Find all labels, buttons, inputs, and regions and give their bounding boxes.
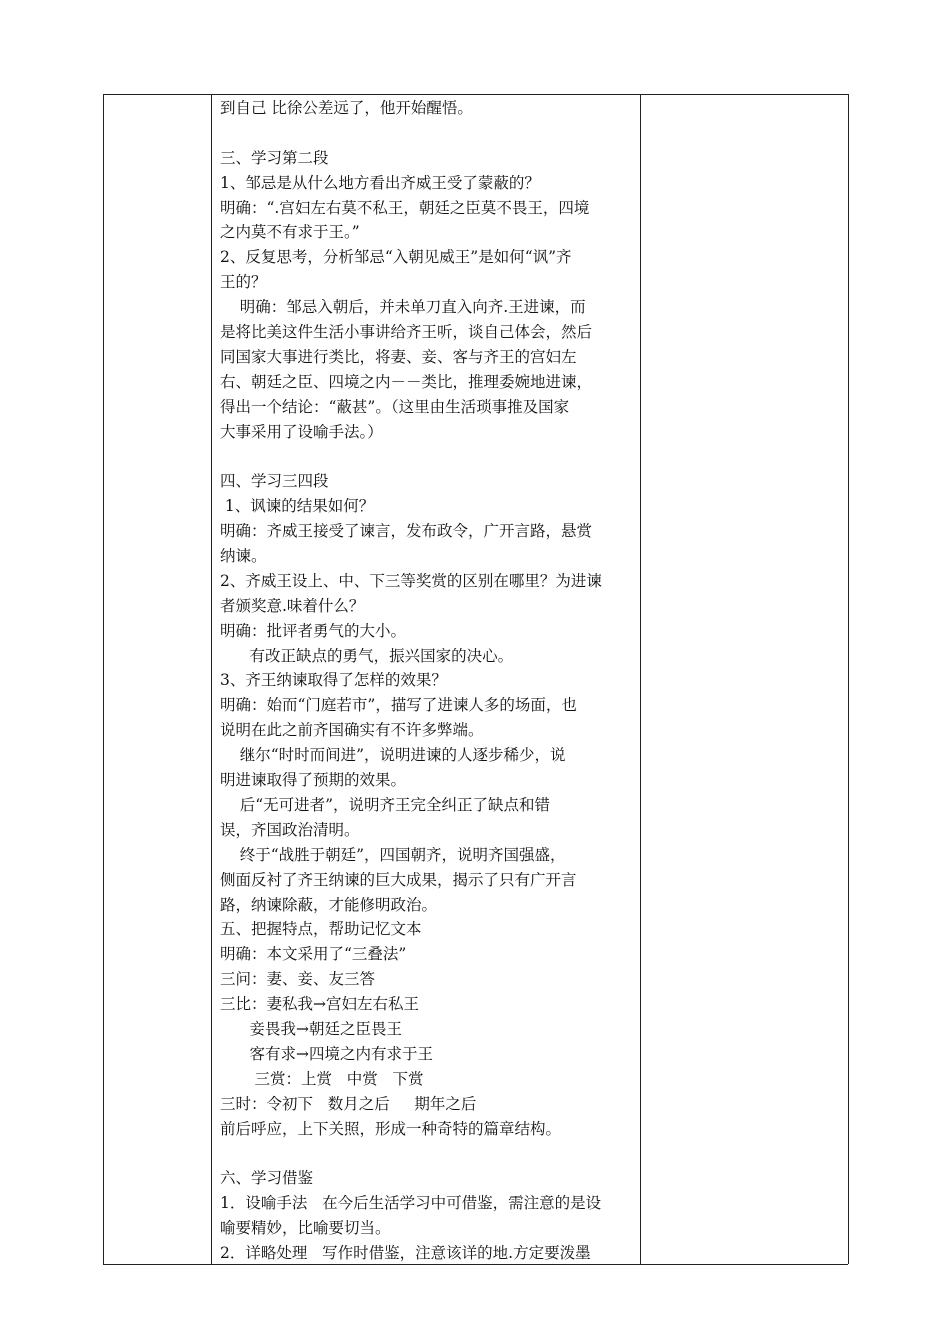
table-column-divider-1 <box>211 94 212 1264</box>
text-line: 三时：令初下 数月之后 期年之后 <box>220 1094 477 1113</box>
text-line: 三问：妻、妾、友三答 <box>220 970 376 989</box>
text-line: 喻要精妙，比喻要切当。 <box>220 1219 391 1238</box>
text-line <box>220 121 634 146</box>
text-line: 说明在此之前齐国确实有不许多弊端。 <box>220 721 484 740</box>
text-line: 者颁奖意.味着什么？ <box>220 596 365 615</box>
text-line: 明确：邹忌入朝后，并未单刀直入向齐.王进谏，而 <box>220 298 586 317</box>
lesson-content <box>220 96 634 1266</box>
table-left-border <box>103 94 104 1264</box>
text-line: 客有求→四境之内有求于王 <box>220 1044 434 1063</box>
text-line: 同国家大事进行类比，将妻、妾、客与齐王的宫妇左 <box>220 347 577 366</box>
text-line: 三赏：上赏 中赏 下赏 <box>220 1069 424 1088</box>
text-line: 终于“战胜于朝廷”，四国朝齐，说明齐国强盛， <box>220 845 566 864</box>
table-column-divider-2 <box>640 94 641 1264</box>
text-line: 到自己 比徐公差远了，他开始醒悟。 <box>220 99 473 117</box>
text-line: 明进谏取得了预期的效果。 <box>220 771 407 790</box>
text-line: 1、讽谏的结果如何？ <box>220 497 375 516</box>
text-line: 六、学习借鉴 <box>220 1169 314 1188</box>
text-line: 2．详略处理 写作时借鉴，注意该详的地.方定要泼墨 <box>220 1243 591 1262</box>
text-line: 有改正缺点的勇气，振兴国家的决心。 <box>220 646 514 665</box>
text-line: 继尔“时时而间进”，说明进谏的人逐步稀少，说 <box>220 746 566 765</box>
text-line: 明确：“.宫妇左右莫不私王，朝廷之臣莫不畏王，四境 <box>220 198 590 217</box>
text-line: 四、学习三四段 <box>220 472 329 491</box>
text-line: 右、朝廷之臣、四境之内－－类比，推理委婉地进谏， <box>220 372 593 391</box>
text-line: 路，纳谏除蔽，才能修明政治。 <box>220 895 438 914</box>
text-line: 明确：批评者勇气的大小。 <box>220 621 407 640</box>
text-line: 五、把握特点，帮助记忆文本 <box>220 920 422 939</box>
table-top-border <box>103 94 848 95</box>
text-line: 明确：本文采用了“三叠法” <box>220 945 407 964</box>
text-line: 1、邹忌是从什么地方看出齐威王受了蒙蔽的？ <box>220 173 540 192</box>
text-line: 三、学习第二段 <box>220 148 329 167</box>
text-line: 2、反复思考，分析邹忌“入朝见威王”是如何“讽”齐 <box>220 248 572 267</box>
text-line: 三比：妻私我→宫妇左右私王 <box>220 995 419 1014</box>
text-line: 妾畏我→朝廷之臣畏王 <box>220 1019 403 1038</box>
text-line: 误，齐国政治清明。 <box>220 820 360 839</box>
table-right-border <box>848 94 849 1264</box>
text-line: 1．设喻手法 在今后生活学习中可借鉴，需注意的是设 <box>220 1194 602 1213</box>
text-line: 后“无可进者”，说明齐王完全纠正了缺点和错 <box>220 795 551 814</box>
text-line: 明确：始而“门庭若市”，描写了进谏人多的场面，也 <box>220 696 577 715</box>
text-line: 王的？ <box>220 273 267 292</box>
text-line: 纳谏。 <box>220 547 267 566</box>
text-line: 得出一个结论：“蔽甚”。（这里由生活琐事推及国家 <box>220 397 570 416</box>
text-line <box>220 444 634 469</box>
text-line: 明确：齐威王接受了谏言，发布政令，广开言路，悬赏 <box>220 522 593 541</box>
text-line <box>220 1141 634 1166</box>
text-line: 大事采用了设喻手法。） <box>220 422 383 441</box>
text-line: 2、齐威王设上、中、下三等奖赏的区别在哪里？为进谏 <box>220 571 602 590</box>
text-line: 前后呼应，上下关照，形成一种奇特的篇章结构。 <box>220 1119 562 1138</box>
text-line: 是将比美这件生活小事讲给齐王听，谈自己体会，然后 <box>220 323 593 342</box>
text-line: 侧面反衬了齐王纳谏的巨大成果，揭示了只有广开言 <box>220 870 577 889</box>
text-line: 之内莫不有求于王。” <box>220 223 360 242</box>
text-line: 3、齐王纳谏取得了怎样的效果？ <box>220 671 447 690</box>
